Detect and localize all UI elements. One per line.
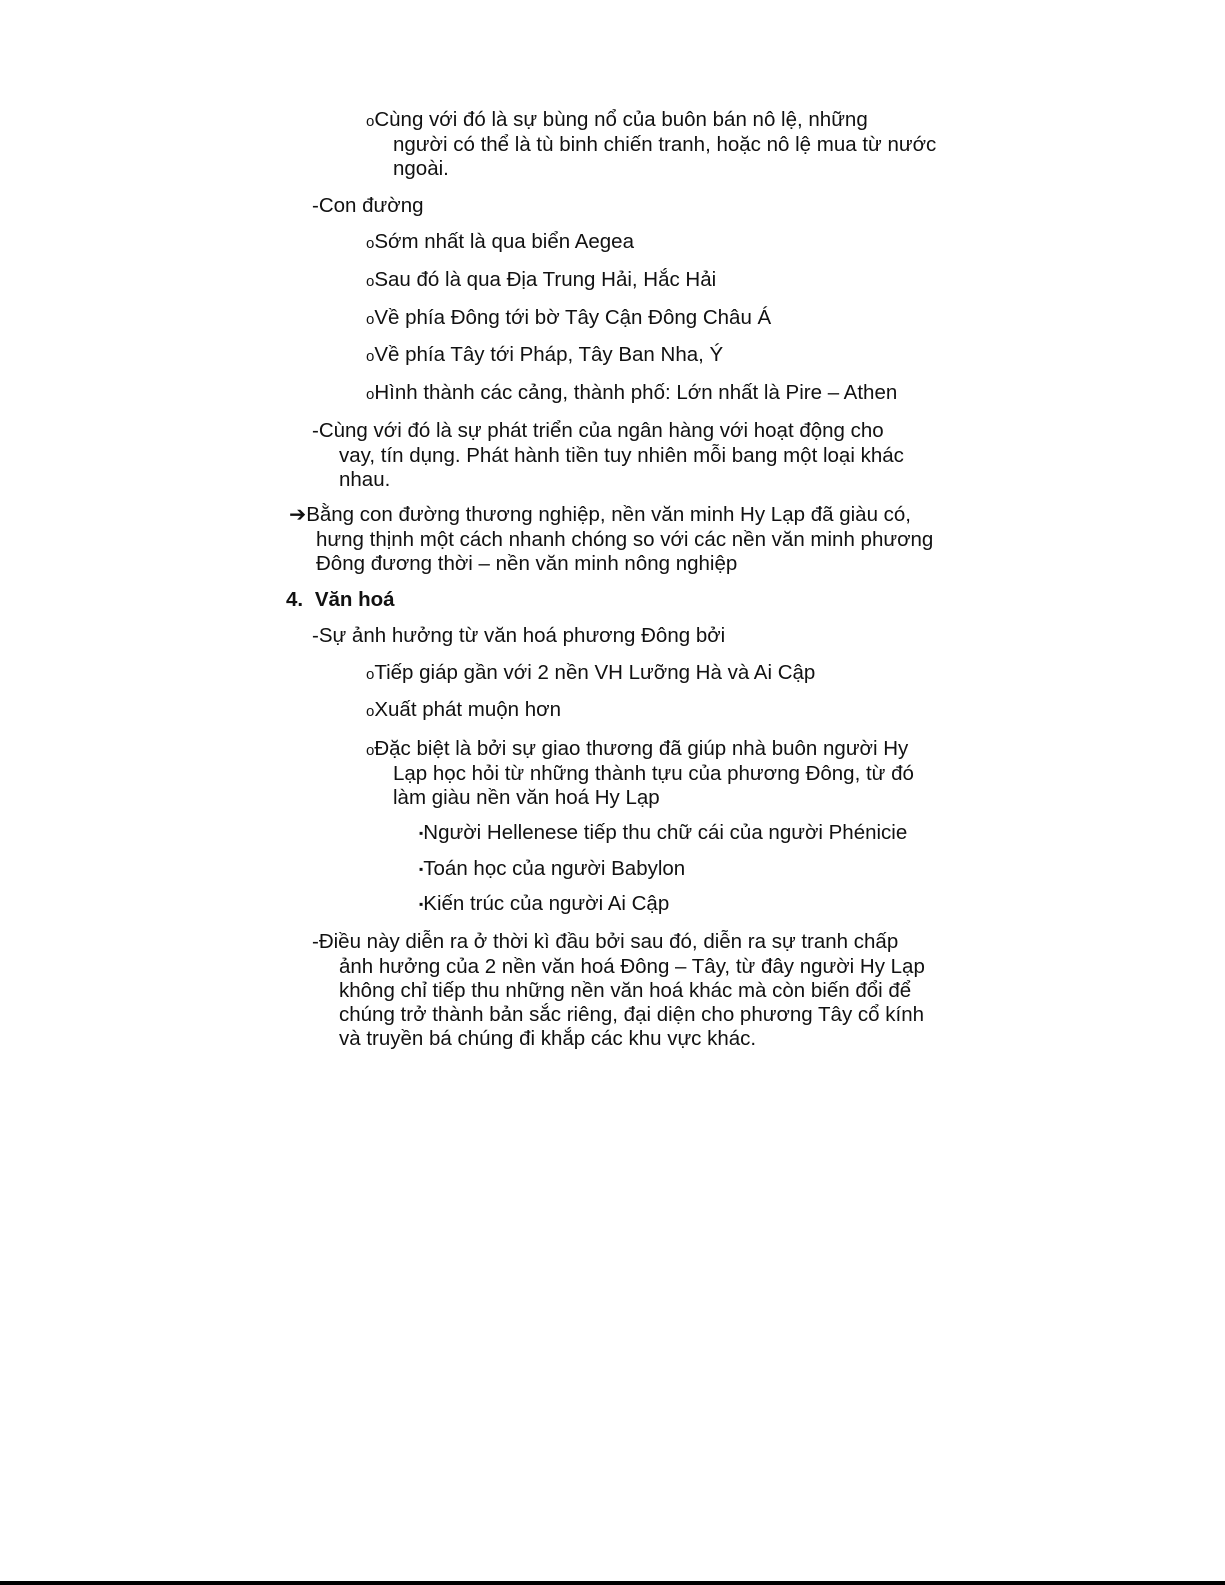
square-bullet-item (419, 892, 669, 919)
item-continuation: vay, tín dụng. Phát hành tiền tuy nhiên mỗi bang một loại khác (339, 444, 904, 467)
dash-item (312, 419, 884, 444)
bullet-item (366, 268, 716, 295)
item-continuation: chúng trở thành bản sắc riêng, đại diện cho phương Tây cổ kính (339, 1003, 924, 1026)
circle-bullet-icon: o (366, 311, 375, 328)
item-text: Sự ảnh hưởng từ văn hoá phương Đông bởi (318, 624, 726, 647)
item-continuation: Đông đương thời – nền văn minh nông nghiệp (316, 552, 738, 575)
arrow-right-icon: ➔ (289, 503, 307, 526)
item-text: Người Hellenese tiếp thu chữ cái của người Phénicie (423, 821, 908, 844)
bullet-item (366, 381, 897, 408)
square-bullet-item (419, 857, 685, 884)
item-text: Bằng con đường thương nghiệp, nền văn minh Hy Lạp đã giàu có, (306, 503, 912, 526)
item-text: Về phía Tây tới Pháp, Tây Ban Nha, Ý (374, 343, 724, 366)
section-heading (286, 588, 395, 613)
item-text: Cùng với đó là sự bùng nổ của buôn bán nô lệ, những (374, 108, 868, 131)
circle-bullet-icon: o (366, 113, 375, 130)
dash-item (312, 194, 424, 219)
bullet-item (366, 698, 561, 725)
circle-bullet-icon: o (366, 666, 375, 683)
dash-item (312, 930, 898, 955)
dash-item (312, 624, 725, 649)
page-bottom-border (0, 1581, 1225, 1585)
dash-bullet-icon: - (312, 624, 319, 647)
item-text: Kiến trúc của người Ai Cập (423, 892, 670, 915)
item-text: Đặc biệt là bởi sự giao thương đã giúp nhà buôn người Hy (374, 737, 909, 760)
square-bullet-item (419, 821, 907, 848)
circle-bullet-icon: o (366, 742, 375, 759)
item-text: Xuất phát muộn hơn (374, 698, 562, 721)
dash-bullet-icon: - (312, 419, 319, 442)
item-text: Điều này diễn ra ở thời kì đầu bởi sau đó, diễn ra sự tranh chấp (318, 930, 899, 953)
bullet-item (366, 343, 723, 370)
item-continuation: người có thể là tù binh chiến tranh, hoặc nô lệ mua từ nước (393, 133, 937, 156)
item-continuation: ngoài. (393, 157, 449, 180)
square-bullet-icon: ▪ (419, 897, 424, 911)
item-continuation: Lạp học hỏi từ những thành tựu của phương Đông, từ đó (393, 762, 914, 785)
circle-bullet-icon: o (366, 273, 375, 290)
item-text: Về phía Đông tới bờ Tây Cận Đông Châu Á (374, 306, 772, 329)
bullet-item (366, 737, 908, 764)
item-continuation: ảnh hưởng của 2 nền văn hoá Đông – Tây, từ đây người Hy Lạp (339, 955, 925, 978)
circle-bullet-icon: o (366, 235, 375, 252)
item-text: Tiếp giáp gần với 2 nền VH Lưỡng Hà và Ai Cập (374, 661, 816, 684)
item-text: Toán học của người Babylon (423, 857, 686, 880)
circle-bullet-icon: o (366, 386, 375, 403)
section-number: 4. (286, 588, 304, 611)
item-continuation: làm giàu nền văn hoá Hy Lạp (393, 786, 660, 809)
item-text: Cùng với đó là sự phát triển của ngân hàng với hoạt động cho (318, 419, 884, 442)
circle-bullet-icon: o (366, 703, 375, 720)
item-continuation: không chỉ tiếp thu những nền văn hoá khác mà còn biến đổi để (339, 979, 912, 1002)
square-bullet-icon: ▪ (419, 862, 424, 876)
conclusion-item (289, 503, 911, 528)
item-continuation: hưng thịnh một cách nhanh chóng so với các nền văn minh phương (316, 528, 934, 551)
dash-bullet-icon: - (312, 930, 319, 953)
item-text: Sau đó là qua Địa Trung Hải, Hắc Hải (374, 268, 717, 291)
bullet-item (366, 661, 815, 688)
dash-bullet-icon: - (312, 194, 319, 217)
item-text: Sớm nhất là qua biển Aegea (374, 230, 634, 253)
bullet-item (366, 108, 868, 135)
section-title: Văn hoá (314, 588, 395, 611)
item-continuation: và truyền bá chúng đi khắp các khu vực khác. (339, 1027, 757, 1050)
bullet-item (366, 230, 634, 257)
square-bullet-icon: ▪ (419, 826, 424, 840)
item-text: Con đường (318, 194, 424, 217)
item-text: Hình thành các cảng, thành phố: Lớn nhất là Pire – Athen (374, 381, 898, 404)
item-continuation: nhau. (339, 468, 391, 491)
circle-bullet-icon: o (366, 348, 375, 365)
bullet-item (366, 306, 771, 333)
